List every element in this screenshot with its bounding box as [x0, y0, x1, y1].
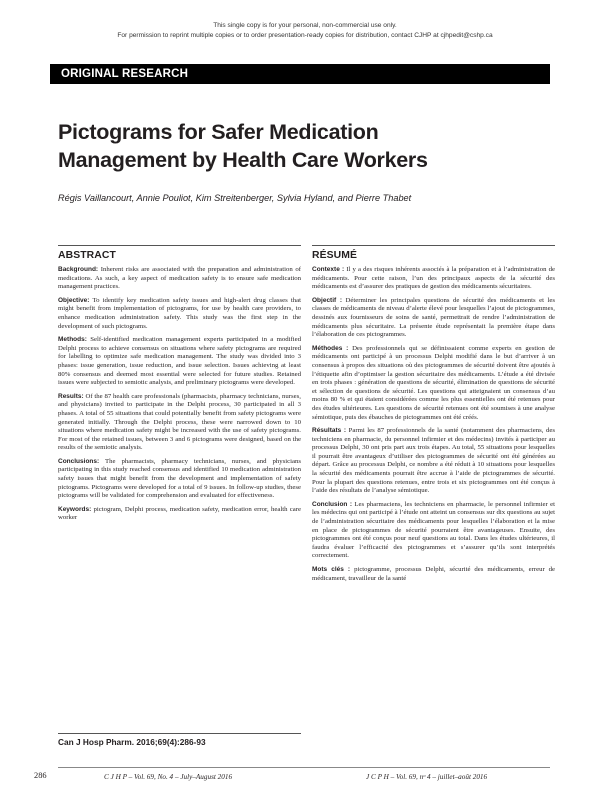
text-background: Inherent risks are associated with the preparation and administration of medications. As such, a key aspect of medication safety is to ensure safe medication management practices.: [58, 266, 302, 291]
label-objective: Objective:: [58, 296, 90, 304]
label-motscles: Mots clés :: [312, 566, 351, 573]
label-methods: Methods:: [58, 336, 87, 344]
notice-line-2: For permission to reprint multiple copies or to order presentation-ready copies for distribution, contact CJHP at cjhpedit@cshp.ca: [117, 31, 493, 39]
text-objectif: Déterminer les principales questions de sécurité des médicaments et les classes de médicaments de niveau d’alerte élevé pour lesquelles l’ajout de pictogrammes, dessinés aux fournisseurs de soins de santé, permettrait de rendre l’administration de médicaments plus sécuritaire. La présente étude représentait la première étape dans l’élaboration de ces pictogrammes.: [312, 296, 556, 339]
label-resultats: Résultats :: [312, 427, 347, 435]
resume-heading: RÉSUMÉ: [312, 250, 358, 261]
title-line-1: Pictograms for Safer Medication: [58, 120, 379, 144]
author-list: Régis Vaillancourt, Annie Pouliot, Kim Streitenberger, Sylvia Hyland, and Pierre Thabet: [58, 193, 412, 203]
abstract-results: [58, 393, 301, 453]
abstract-objective: [58, 297, 301, 331]
resume-resultats: [312, 427, 555, 496]
text-conclusion: Les pharmaciens, les techniciens en pharmacie, le personnel infirmier et les médecins qui ont participé à l’étude ont atteint un consensus sur dix questions au sujet de l’administration sécuritaire des médicaments pour lesquelles l’élaboration et la mise en place de pictogrammes de sécurité pourraient être avantageuses. Ensuite, des pictogrammes ont été conçus pour neuf questions au total. Dans les études ultérieures, il faudra évaluer l’efficacité des pictogrammes et s’assurer qu’ils sont interprétés correctement.: [312, 500, 555, 560]
resume-motscles: [312, 566, 555, 583]
text-methodes: Des professionnels qui se définissaient comme experts en gestion de médicaments ont participé à un processus Delphi modifié dans le but d’arriver à un consensus à propos des situations où des pictogrammes de sécurité doivent être ajoutés à l’étiquette afin d’optimiser la gestion sécuritaire des médicaments. L’étude a été divisée en trois phases : génération de questions de sécurité, élimination de questions de sécurité et sélection de questions de sécurité. Les questions qui atteignaient un consensus d’au moins 80 % et qui étaient considérées comme les plus essentielles ont été retenues pour des études ultérieures. Les questions de sécurité retenues ont été soumises à une analyse sémiotique, puis des ébauches de pictogrammes ont été créés.: [312, 344, 555, 421]
citation-rule: [58, 733, 301, 734]
text-objective: To identify key medication safety issues and high-alert drug classes that might benefit from implementation of pictograms, for use by health care providers, to enhance medication administration safety. This study was the first step in the development of such pictograms.: [58, 296, 301, 330]
label-keywords: Keywords:: [58, 505, 92, 513]
title-line-2: Management by Health Care Workers: [58, 148, 428, 172]
label-methodes: Méthodes :: [312, 344, 349, 352]
notice-line-1: This single copy is for your personal, non-commercial use only.: [213, 22, 397, 29]
label-results: Results:: [58, 392, 84, 400]
label-objectif: Objectif :: [312, 296, 343, 304]
abstract-background: [58, 266, 301, 292]
footer-journal-fr: J C P H – Vol. 69, nᵒ 4 – juillet–août 2016: [366, 773, 488, 781]
resume-contexte: [312, 266, 555, 292]
abstract-heading: ABSTRACT: [58, 250, 116, 261]
footer-rule: [58, 767, 550, 768]
text-resultats: Parmi les 87 professionnels de la santé (notamment des pharmaciens, des techniciens en pharmacie, du personnel infirmier et des médecins) invités à participer au processus Delphi, 30 ont pris part aux trois étapes. Au total, 55 situations pour lesquelles il pourrait être avantageux d’utiliser des pictogrammes de sécurité ont été générées au départ. Grâce au processus Delphi, ce nombre a été réduit à 10 situations pour lesquelles la sécurité des médicaments pourrait être accrue à l’aide de pictogrammes de sécurité. Pour la plupart des questions retenues, entre trois et six pictogrammes ont été conçus à l’aide des résultats de l’analyse sémiotique.: [312, 427, 555, 495]
label-conclusions: Conclusions:: [58, 457, 100, 465]
label-background: Background:: [58, 266, 99, 273]
resume-top-rule: [312, 245, 555, 246]
text-conclusions: The pharmacists, pharmacy technicians, nurses, and physicians participating in this study reached consensus and identified 10 medication administration safety issues that might benefit from the development and implementation of safety pictograms. Pictograms were developed for a total of 9 issues. In follow-up studies, these pictograms will be validated for comprehension and evaluated for effectiveness.: [58, 457, 301, 500]
resume-methodes: [312, 345, 555, 422]
copyright-notice: [60, 21, 550, 40]
journal-citation: Can J Hosp Pharm. 2016;69(4):286-93: [58, 737, 206, 747]
abstract-top-rule: [58, 245, 301, 246]
abstract-methods: [58, 336, 301, 388]
resume-column: [312, 249, 555, 588]
footer-journal-en: C J H P – Vol. 69, No. 4 – July–August 2016: [104, 773, 233, 781]
text-contexte: Il y a des risques inhérents associés à la préparation et à l’administration de médicaments. Pour cette raison, l’un des principaux aspects de la sécurité des médicaments est d’assurer des pratiques de gestion des médicaments sécuritaires.: [312, 266, 556, 291]
text-results: Of the 87 health care professionals (pharmacists, pharmacy technicians, nurses, and physicians) invited to participate in the Delphi process, 30 participated in all 3 phases. A total of 55 situations that could potentially benefit from safety pictograms were generated initially. Through the Delphi process, these were narrowed down to 10 situations where medication safety might be increased with the use of safety pictograms. For most of the retained issues, between 3 and 6 pictograms were designed, based on the results of the semiotic analysis.: [58, 392, 301, 452]
label-contexte: Contexte :: [312, 266, 345, 273]
text-methods: Self-identified medication management experts participated in a modified Delphi process to achieve consensus on situations where safety pictograms are required for labelling to optimize safe medication management. The study was divided into 3 phases: issue generation, issue reduction, and issue selection. Issues achieving at least 80% consensus and deemed most essential were selected for future studies. Retained issues were subjected to semiotic analysis, and preliminary pictograms were developed.: [58, 336, 302, 387]
resume-conclusion: [312, 501, 555, 561]
label-conclusion: Conclusion :: [312, 500, 353, 508]
abstract-conclusions: [58, 458, 301, 501]
abstract-column: [58, 249, 301, 528]
resume-objectif: [312, 297, 555, 340]
article-title: [58, 118, 558, 174]
abstract-keywords: [58, 506, 301, 523]
page-number: 286: [34, 771, 47, 780]
text-keywords: pictogram, Delphi process, medication safety, medication error, health care worker: [58, 505, 301, 522]
section-banner: ORIGINAL RESEARCH: [50, 64, 550, 84]
text-motscles: pictogramme, processus Delphi, sécurité des médicaments, erreur de médicament, travailleur de la santé: [312, 566, 556, 582]
